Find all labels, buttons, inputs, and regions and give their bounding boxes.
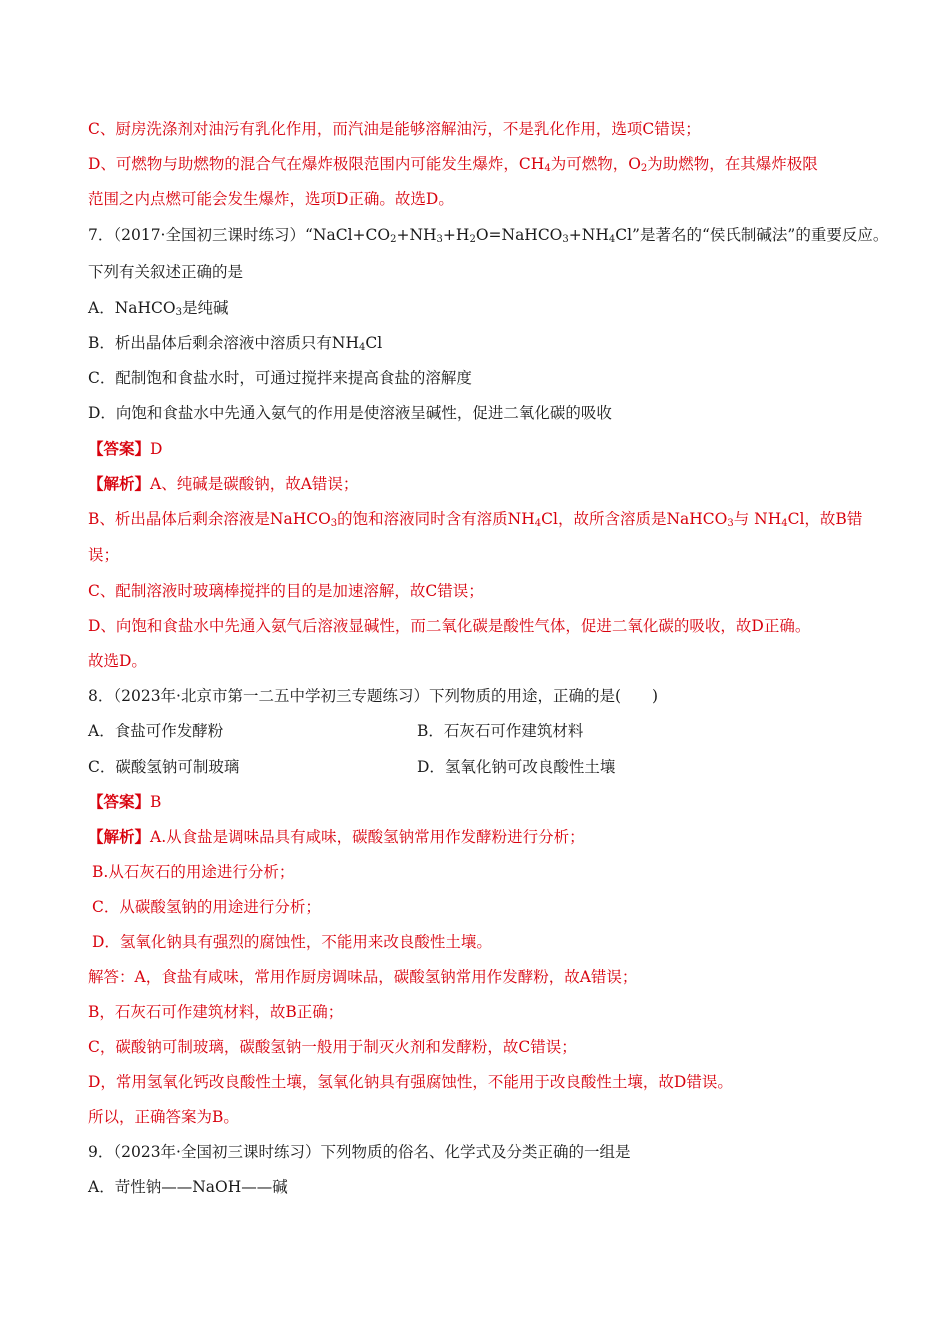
q8-analysis-l4: D．氢氧化钠具有强烈的腐蚀性，不能用来改良酸性土壤。 — [92, 933, 492, 951]
q7-analysis-b-line2: 误； — [88, 546, 120, 564]
q8-option-c: C．碳酸氢钠可制玻璃 — [88, 758, 240, 776]
q7-analysis-a: 【解析】A、纯碱是碳酸钠，故A错误； — [88, 474, 359, 493]
q8-analysis-l8: D，常用氢氧化钙改良酸性土壤，氢氧化钠具有强腐蚀性，不能用于改良酸性土壤，故D错误。 — [88, 1073, 733, 1091]
q7-analysis-end: 故选D。 — [88, 652, 147, 670]
q7-answer: 【答案】D — [88, 439, 163, 458]
q7-option-a: A．NaHCO$_3$是纯碱 — [88, 299, 229, 318]
q7-option-c: C．配制饱和食盐水时，可通过搅拌来提高食盐的溶解度 — [88, 369, 472, 387]
q7-analysis-c: C、配制溶液时玻璃棒搅拌的目的是加速溶解，故C错误； — [88, 582, 484, 600]
q7-option-b: B．析出晶体后剩余溶液中溶质只有$NH_4Cl$ — [88, 334, 383, 353]
q9-option-a: A．苛性钠——NaOH——碱 — [88, 1178, 288, 1196]
q8-option-b: B．石灰石可作建筑材料 — [417, 722, 584, 740]
answer-label: 【答案】 — [88, 439, 151, 458]
q8-analysis-l5: 解答：A，食盐有咸味，常用作厨房调味品，碳酸氢钠常用作发酵粉，故A错误； — [88, 968, 638, 986]
prev-explanation-d-line1: D、可燃物与助燃物的混合气在爆炸极限范围内可能发生爆炸，$CH_4$为可燃物，$O_2$为助燃物，在其爆炸极限 — [88, 155, 818, 174]
q7-analysis-b-line1: B、析出晶体后剩余溶液是NaHCO$_3$的饱和溶液同时含有溶质$NH_4Cl$，故所含溶质是NaHCO$_3$与 $NH_4Cl$，故B错 — [88, 510, 863, 529]
prev-explanation-d-line2: 范围之内点燃可能会发生爆炸，选项D正确。故选D。 — [88, 190, 454, 208]
q7-analysis-d: D、向饱和食盐水中先通入氨气后溶液显碱性，而二氧化碳是酸性气体，促进二氧化碳的吸收，故D正确。 — [88, 617, 811, 635]
q9-stem: 9．（2023年·全国初三课时练习）下列物质的俗名、化学式及分类正确的一组是 — [88, 1143, 631, 1161]
q8-option-d: D．氢氧化钠可改良酸性土壤 — [417, 758, 616, 776]
q8-option-a: A．食盐可作发酵粉 — [88, 722, 224, 740]
analysis-label: 【解析】 — [88, 827, 151, 846]
prev-explanation-c: C、厨房洗涤剂对油污有乳化作用，而汽油是能够溶解油污，不是乳化作用，选项C错误； — [88, 120, 701, 138]
q8-analysis-l9: 所以，正确答案为B。 — [88, 1108, 239, 1126]
q8-stem: 8．（2023年·北京市第一二五中学初三专题练习）下列物质的用途，正确的是( ) — [88, 687, 659, 705]
analysis-label: 【解析】 — [88, 474, 151, 493]
q7-stem-line2: 下列有关叙述正确的是 — [88, 263, 244, 281]
q8-analysis-l7: C，碳酸钠可制玻璃，碳酸氢钠一般用于制灭火剂和发酵粉，故C错误； — [88, 1038, 577, 1056]
q7-stem-line1: 7．（2017·全国初三课时练习）“$NaCl+CO_2+NH_3+H_2O=NaHCO_3+NH_4Cl$”是著名的“侯氏制碱法”的重要反应。 — [88, 226, 889, 245]
q7-option-d: D．向饱和食盐水中先通入氨气的作用是使溶液呈碱性，促进二氧化碳的吸收 — [88, 404, 612, 422]
q8-analysis-l6: B，石灰石可作建筑材料，故B正确； — [88, 1003, 344, 1021]
q8-analysis-l1: 【解析】A.从食盐是调味品具有咸味，碳酸氢钠常用作发酵粉进行分析； — [88, 827, 585, 846]
q8-answer: 【答案】B — [88, 792, 162, 811]
q8-analysis-l2: B.从石灰石的用途进行分析； — [92, 863, 295, 881]
q8-analysis-l3: C．从碳酸氢钠的用途进行分析； — [92, 898, 321, 916]
answer-label: 【答案】 — [88, 792, 151, 811]
